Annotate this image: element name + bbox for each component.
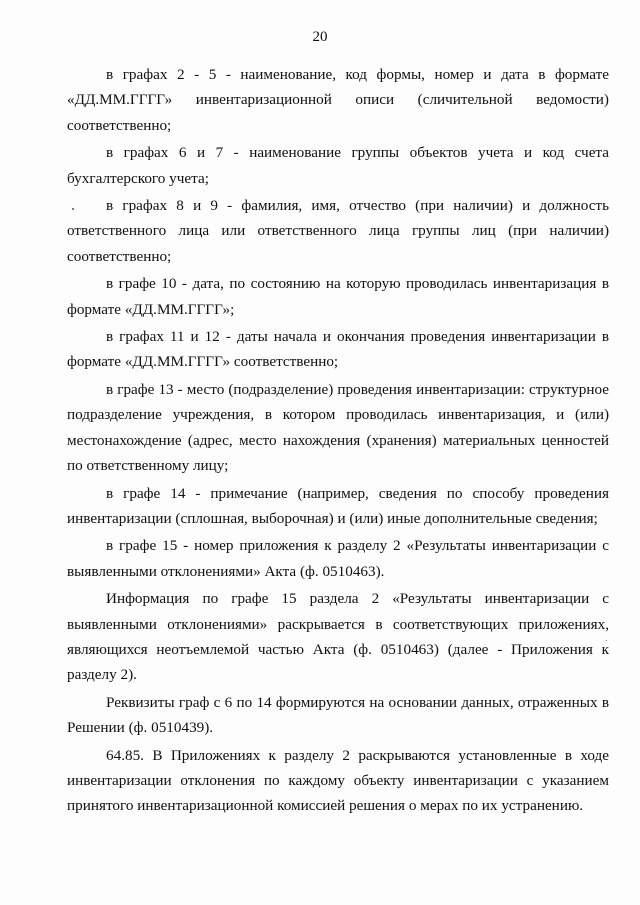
paragraph-graphs-2-5: в графах 2 - 5 - наименование, код формы, номер и дата в формате «ДД.ММ.ГГГГ» инвентаризационной описи (сличительной ведомости) соответственно;	[67, 66, 609, 134]
paragraph-graphs-8-9: в графах 8 и 9 - фамилия, имя, отчество (при наличии) и должность ответственного лица или ответственного лица группы лиц (при наличии) соответственно;	[67, 197, 609, 265]
paragraph-graphs-6-7: в графах 6 и 7 - наименование группы объектов учета и код счета бухгалтерского учета;	[67, 144, 609, 187]
paragraph-graph-10: в графе 10 - дата, по состоянию на которую проводилась инвентаризация в формате «ДД.ММ.ГГГГ»;	[67, 275, 609, 318]
document-body	[67, 62, 609, 821]
paragraph-64-85: 64.85. В Приложениях к разделу 2 раскрываются установленные в ходе инвентаризации отклонения по каждому объекту инвентаризации с указанием принятого инвентаризационной комиссией решения о мерах по их устранению.	[67, 746, 609, 815]
paragraph-graphs-11-12: в графах 11 и 12 - даты начала и окончания проведения инвентаризации в формате «ДД.ММ.ГГГГ» соответственно;	[67, 328, 609, 371]
scan-speck	[606, 640, 607, 641]
paragraph-graph-15: в графе 15 - номер приложения к разделу 2 «Результаты инвентаризации с выявленными отклонениями» Акта (ф. 0510463).	[67, 537, 609, 580]
page-number: 20	[312, 29, 328, 45]
scan-speck	[72, 208, 74, 210]
paragraph-graph-14: в графе 14 - примечание (например, сведения по способу проведения инвентаризации (сплошная, выборочная) и (или) иные дополнительные сведения;	[67, 484, 609, 527]
paragraph-requisites: Реквизиты граф с 6 по 14 формируются на основании данных, отраженных в Решении (ф. 0510439).	[67, 693, 609, 737]
paragraph-information-graph-15: Информация по графе 15 раздела 2 «Результаты инвентаризации с выявленными отклонениями» раскрывается в соответствующих приложениях, являющихся неотъемлемой частью Акта (ф. 0510463) (далее - Приложения к разделу 2).	[67, 590, 609, 684]
paragraph-graph-13: в графе 13 - место (подразделение) проведения инвентаризации: структурное подразделение учреждения, в котором проводилась инвентаризация, и (или) местонахождение (адрес, место нахождения (хранения) материальных ценностей по ответственному лицу;	[67, 380, 609, 475]
